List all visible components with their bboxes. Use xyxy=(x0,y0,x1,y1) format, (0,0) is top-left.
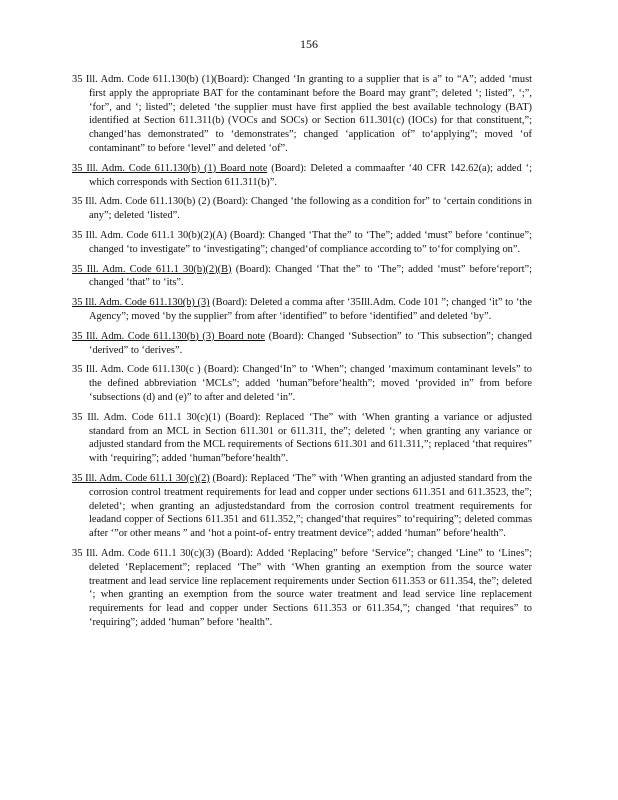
entry-text: (Board): Deleted a comma after ‘35Ill.Adm. Code 101 ”; changed ‘it” to ‘the Agency”; moved ‘by the supplier” from after ‘identified” to before ‘identified” and deleted ‘by”. xyxy=(89,297,532,322)
entry-text: 35 Ill. Adm. Code 611.130(b) (2) (Board): Changed ‘the following as a condition for” to ‘certain conditions in any”; deleted ‘listed”. xyxy=(72,196,532,222)
entry-text: 35 Ill. Adm. Code 611.1 30(c)(3) (Board): Added ‘Replacing” before ‘Service”; changed ‘Line” to ‘Lines”; deleted ‘Replacement”; replaced ‘The” with ‘When granting an exemption from the source water treatment and lead service line replacement requirements under Section 611.353 or 611.354, the”; deleted ‘; when granting an exemption from the source water treatment and lead service line replacement requirements for lead and copper under Sections 611.353 or 611.354,”; changed ‘that requires” to ‘requiring”; added ‘human” before ‘health”. xyxy=(72,547,532,628)
entry-text: 35 Ill. Adm. Code 611.1 30(c)(1) (Board): Replaced ‘The” with ‘When granting a variance or adjusted standard from an MCL in Section 611.301 or 611.311, the”; deleted ‘; when granting any variance or adjusted standard from the MCL requirements of Sections 611.301 and 611.311,”; replaced ‘that requires” with ‘requiring”; added ‘human”before‘health”. xyxy=(72,411,532,465)
amendment-entry xyxy=(72,296,532,324)
amendment-entry xyxy=(72,363,532,404)
entry-citation-underlined: 35 Ill. Adm. Code 611.130(b) (3) xyxy=(72,297,210,309)
entry-citation-underlined: 35 Ill. Adm. Code 611.1 30(c)(2) xyxy=(72,472,210,484)
entry-text: (Board): Changed ‘That the” to ‘The”; added ‘must” before‘report”; changed ‘that” to ‘its”. xyxy=(89,263,532,289)
amendment-entry xyxy=(72,330,532,358)
entry-text: (Board): Changed ‘Subsection” to ‘This subsection”; changed ‘derived” to ‘derives”. xyxy=(89,330,532,356)
entry-text: (Board): Deleted a commaafter ‘40 CFR 142.62(a); added ‘; which corresponds with Section 611.311(b)”. xyxy=(89,162,532,188)
amendment-entry xyxy=(72,195,532,223)
amendment-entry xyxy=(72,73,532,156)
entry-text: 35 Ill. Adm. Code 611.1 30(b)(2)(A) (Board): Changed ‘That the” to ‘The”; added ‘must” before ‘continue”; changed ‘to investigate” to ‘investigating”; changed‘of compliance according to” to‘for complying on”. xyxy=(72,229,532,255)
amendment-entry xyxy=(72,472,532,541)
page-number: 156 xyxy=(300,37,318,51)
entry-citation-underlined: 35 Ill. Adm. Code 611.130(b) (3) Board note xyxy=(72,330,266,342)
entry-citation-underlined: 35 Ill. Adm. Code 611.130(b) (1) Board note xyxy=(72,162,268,174)
entry-citation-underlined: 35 Ill. Adm. Code 611.1 30(b)(2)(B) xyxy=(72,263,232,275)
amendment-entry xyxy=(72,411,532,466)
entry-text: 35 Ill. Adm. Code 611.130(b) (1)(Board): Changed ‘In granting to a supplier that is a” to “A”; added ‘must first apply the appropriate BAT for the contaminant before the Board may grant”; deleted ‘; listed”, ‘;”, ‘for”, and ‘; listed”; deleted ‘the supplier must have first applied the best available technology (BAT) identified at Section 611.311(b) (VOCs and SOCs) or Section 611.301(c) (IOCs) for that constituent,”; changed‘has demonstrated” to ‘demonstrates”; changed ‘application of” to‘applying”; moved ‘of contaminant” to before ‘level” and deleted ‘of”. xyxy=(72,74,532,154)
entry-text: (Board): Replaced ‘The” with ‘When granting an adjusted standard from the corrosion control treatment requirements for lead and copper under sections 611.351 and 611.3523, the”; deleted‘; when granting an adjustedstandard from the corrosion control treatment requirements for leadand copper of Sections 611.351 and 611.352,”; changed‘that requires” to‘requiring”; deleted commas after ‘”or other means ” and ‘hot a point-of- entry treatment device”; added ‘human” before‘health”. xyxy=(89,472,532,540)
amendment-entry xyxy=(72,162,532,190)
amendment-entry xyxy=(72,547,532,630)
amendment-entry xyxy=(72,263,532,291)
amendment-entry xyxy=(72,229,532,257)
amendment-list xyxy=(72,73,532,636)
entry-text: 35 Ill. Adm. Code 611.130(c ) (Board): Changed‘In” to ‘When”; changed ‘maximum contaminant levels” to the defined abbreviation ‘MCLs”; added ‘human”before‘health”; moved ‘provided in” from before ‘subsections (d) and (e)” to after and deleted ‘in”. xyxy=(72,364,532,403)
